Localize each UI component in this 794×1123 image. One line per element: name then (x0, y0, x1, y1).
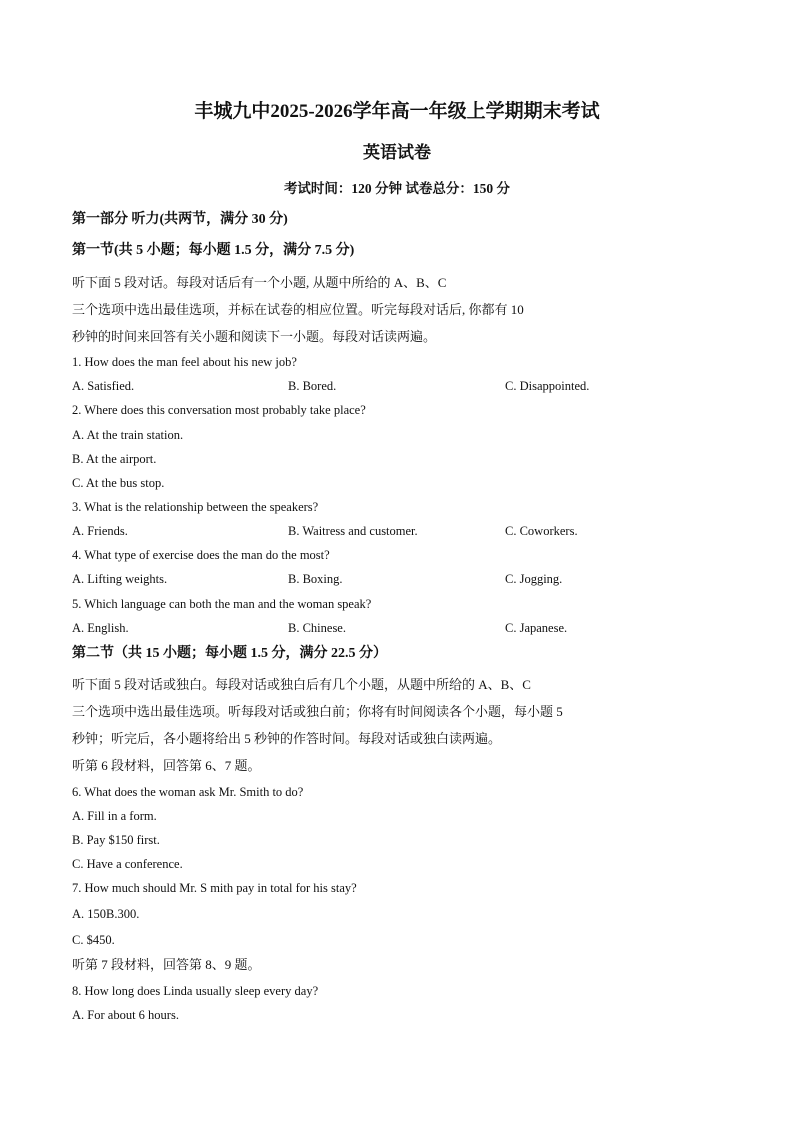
question-option: C. Jogging. (505, 572, 563, 586)
question-stem: 3. What is the relationship between the speakers? (72, 500, 319, 514)
question-option: A. 150B.300. (72, 907, 140, 921)
question-stem: 1. How does the man feel about his new job? (72, 355, 297, 369)
question-option: B. Bored. (288, 379, 337, 393)
material-note: 听第 7 段材料，回答第 8、9 题。 (72, 957, 261, 972)
section2-instruction-line: 秒钟；听完后，各小题将给出 5 秒钟的作答时间。每段对话或独白读两遍。 (72, 731, 502, 746)
question-stem: 8. How long does Linda usually sleep every day? (72, 984, 319, 998)
question-option: A. Fill in a form. (72, 809, 157, 823)
question-stem: 2. Where does this conversation most probably take place? (72, 403, 366, 417)
question-option: B. Boxing. (288, 572, 343, 586)
section2-instruction-line: 三个选项中选出最佳选项。听每段对话或独白前；你将有时间阅读各个小题，每小题 5 (72, 704, 563, 719)
question-option: B. Waitress and customer. (288, 524, 418, 538)
question-option: C. Coworkers. (505, 524, 578, 538)
question-stem: 6. What does the woman ask Mr. Smith to do? (72, 785, 304, 799)
question-option: A. For about 6 hours. (72, 1008, 179, 1022)
exam-title: 丰城九中2025-2026学年高一年级上学期期末考试 (194, 101, 600, 122)
question-option: A. English. (72, 621, 129, 635)
exam-meta: 考试时间：120 分钟 试卷总分：150 分 (283, 181, 511, 196)
exam-subtitle: 英语试卷 (363, 143, 431, 162)
question-option: C. $450. (72, 933, 115, 947)
question-option: C. Have a conference. (72, 857, 183, 871)
question-option: C. Disappointed. (505, 379, 590, 393)
question-option: A. At the train station. (72, 428, 184, 442)
part1-heading: 第一部分 听力(共两节，满分 30 分) (72, 212, 288, 227)
question-stem: 5. Which language can both the man and the woman speak? (72, 597, 372, 611)
question-option: C. Japanese. (505, 621, 568, 635)
question-option: A. Satisfied. (72, 379, 135, 393)
question-option: C. At the bus stop. (72, 476, 165, 490)
section1-heading: 第一节(共 5 小题；每小题 1.5 分，满分 7.5 分) (72, 243, 355, 258)
question-option: B. At the airport. (72, 452, 157, 466)
section1-instruction-line: 三个选项中选出最佳选项，并标在试卷的相应位置。听完每段对话后, 你都有 10 (72, 302, 524, 317)
question-option: A. Lifting weights. (72, 572, 168, 586)
question-option: A. Friends. (72, 524, 128, 538)
question-option: B. Chinese. (288, 621, 346, 635)
section2-instruction-line: 听下面 5 段对话或独白。每段对话或独白后有几个小题，从题中所给的 A、B、C (72, 677, 531, 692)
question-stem: 4. What type of exercise does the man do the most? (72, 548, 330, 562)
material-note: 听第 6 段材料，回答第 6、7 题。 (72, 758, 261, 773)
section1-instruction-line: 听下面 5 段对话。每段对话后有一个小题, 从题中所给的 A、B、C (72, 275, 447, 290)
section2-heading: 第二节（共 15 小题；每小题 1.5 分，满分 22.5 分） (72, 646, 387, 661)
question-stem: 7. How much should Mr. S mith pay in total for his stay? (72, 881, 357, 895)
question-option: B. Pay $150 first. (72, 833, 160, 847)
section1-instruction-line: 秒钟的时间来回答有关小题和阅读下一小题。每段对话读两遍。 (72, 329, 437, 344)
